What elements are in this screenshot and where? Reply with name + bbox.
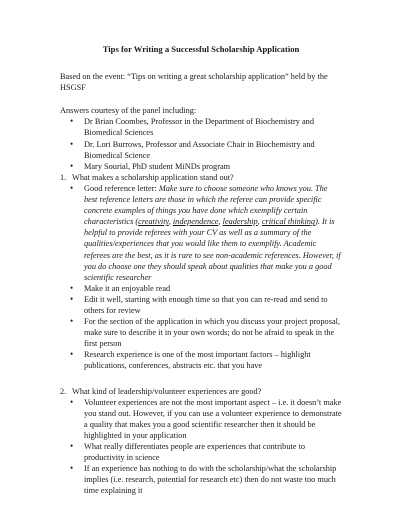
question-1-answers [60, 183, 342, 372]
panel-member: • Mary Sourial, PhD student MiNDs program [60, 161, 342, 172]
panel-member: • Dr Brian Coombes, Professor in the Department of Biochemistry and Biomedical Sciences [60, 116, 342, 138]
question-2-text: What kind of leadership/volunteer experiences are good? [72, 386, 262, 396]
list-item: • Volunteer experiences are not the most important aspect – i.e. it doesn’t make you stand out. However, if you can use a volunteer experience to demonstrate a quality that makes you a good scientific researcher then it should be highlighted in your application [60, 397, 342, 441]
list-item: • Make it an enjoyable read [60, 283, 342, 294]
panel-list [60, 116, 342, 171]
list-item: • If an experience has nothing to do with the scholarship/what the scholarship implies (i.e. research, potential for research etc) then do not waste too much time explaining it [60, 463, 342, 496]
trait-separator: , [168, 217, 173, 227]
list-item: • Research experience is one of the most important factors – highlight publications, conferences, abstracts etc. that you have [60, 349, 342, 371]
reference-letter-tip [60, 183, 342, 283]
trait-independence: independence [172, 217, 219, 227]
reference-lead: Good reference letter: [84, 183, 159, 193]
panel-member: • Dr. Lori Burrows, Professor and Associate Chair in Biochemistry and Biomedical Science [60, 139, 342, 161]
question-2-answers [60, 397, 342, 497]
trait-critical-thinking: critical thinking [261, 217, 316, 227]
list-item: • Edit it well, starting with enough time so that you can re-read and send to others for review [60, 294, 342, 316]
panel-intro: Answers courtesy of the panel including: [60, 106, 197, 116]
question-1-text: What makes a scholarship application stand out? [72, 172, 234, 182]
question-1-section [60, 172, 342, 372]
question-2-heading [60, 386, 342, 397]
reference-text-2: ). It is helpful to provide referees with your CV as well as a summary of the qualities/experiences that you would like them to exemplify. Academic referees are the best, as it is rare to see non-academic references. However, if you do choose one they should speak about qualities that make you a good scientific researcher [84, 217, 341, 282]
trait-separator: , [257, 217, 262, 227]
trait-creativity: creativity [138, 217, 169, 227]
list-item: • What really differentiates people are experiences that contribute to productivity in science [60, 441, 342, 463]
question-1-number: 1. [60, 172, 67, 182]
document-title: Tips for Writing a Successful Scholarship Application [102, 44, 300, 54]
trait-leadership: leadership [222, 217, 258, 227]
list-item: • For the section of the application in which you discuss your project proposal, make sure to describe it in your own words; do not be afraid to speak in the first person [60, 316, 342, 349]
intro-paragraph: Based on the event: “Tips on writing a great scholarship application” held by the HSGSF [60, 72, 328, 93]
trait-separator: , [218, 217, 223, 227]
reference-text-1: Make sure to choose someone who knows you. The best reference letters are those in which the referee can provide specific concrete examples of things you have done which exemplify certain characteristics ( [84, 183, 328, 227]
question-2-number: 2. [60, 386, 67, 396]
question-2-section [60, 386, 342, 497]
question-1-heading [60, 172, 342, 183]
